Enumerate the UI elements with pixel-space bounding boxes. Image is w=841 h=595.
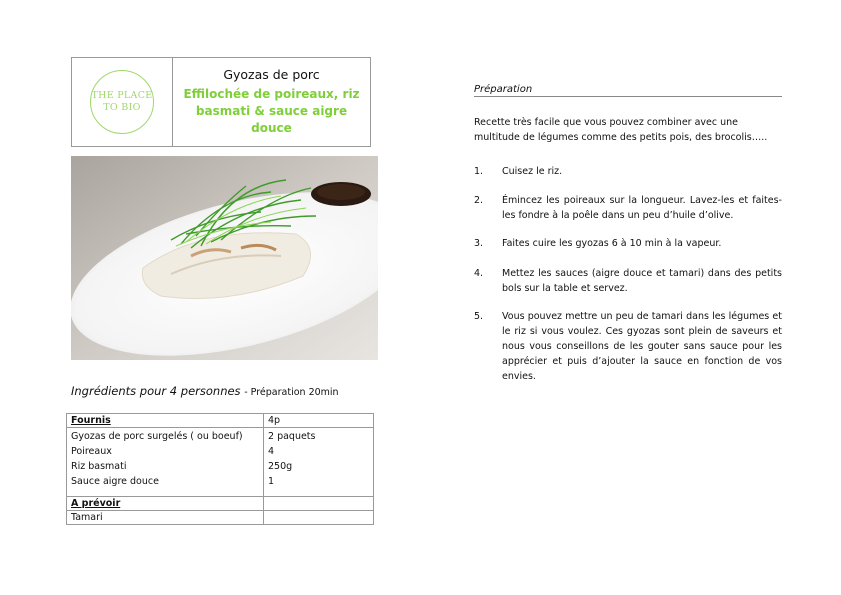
- step-number: 1.: [474, 166, 484, 177]
- logo-line2: TO BIO: [103, 102, 141, 113]
- table-row: [67, 511, 374, 525]
- step-text: Émincez les poireaux sur la longueur. Lavez-les et faites-les fondre à la poêle dans un peu d’huile d’olive.: [502, 195, 782, 221]
- preparation-heading: Préparation: [474, 84, 782, 97]
- recipe-title: Gyozas de porc: [223, 67, 320, 82]
- step-number: 2.: [474, 195, 484, 206]
- brand-logo: [90, 70, 154, 134]
- fournis-label: Fournis: [67, 414, 264, 428]
- table-row: [67, 497, 374, 511]
- subtitle-line1: Effilochée de poireaux, riz: [183, 87, 360, 101]
- ingredient-qty: 2 paquets: [268, 431, 316, 442]
- step-number: 3.: [474, 238, 484, 249]
- dish-illustration: [71, 156, 378, 360]
- portions: 4p: [264, 414, 374, 428]
- step-item: [474, 193, 782, 223]
- ingredient-name: Poireaux: [71, 446, 112, 457]
- step-text: Mettez les sauces (aigre douce et tamari) dans des petits bols sur la table et servez.: [502, 268, 782, 294]
- aprevoir-item-qty: [264, 511, 374, 525]
- ingredient-name: Sauce aigre douce: [71, 476, 159, 487]
- logo-cell: [72, 58, 173, 146]
- preparation-intro: Recette très facile que vous pouvez combiner avec une multitude de légumes comme des petits pois, des brocolis…..: [474, 117, 768, 143]
- step-text: Cuisez le riz.: [502, 166, 563, 177]
- step-item: [474, 266, 782, 296]
- step-text: Faites cuire les gyozas 6 à 10 min à la vapeur.: [502, 238, 722, 249]
- step-item: [474, 236, 782, 251]
- ingredient-qty: 250g: [268, 461, 293, 472]
- step-text: Vous pouvez mettre un peu de tamari dans les légumes et le riz si vous voulez. Ces gyozas sont plein de saveurs et nous vous conseillons de les gouter sans sauce pour les apprécier et puis d’ajouter la sauce en fonction de vos envies.: [502, 311, 782, 382]
- step-item: [474, 164, 782, 179]
- table-row: [67, 414, 374, 428]
- ingredient-qty: 1: [268, 476, 275, 487]
- ingredient-qty: 4: [268, 446, 275, 457]
- ingredient-name: Riz basmati: [71, 461, 127, 472]
- step-number: 4.: [474, 268, 484, 279]
- recipe-subtitle: [179, 86, 364, 137]
- step-item: [474, 309, 782, 384]
- aprevoir-label: A prévoir: [67, 497, 264, 511]
- aprevoir-qty: [264, 497, 374, 511]
- subtitle-line2: basmati & sauce aigre douce: [195, 104, 348, 135]
- ingredient-quantities: [264, 428, 374, 497]
- ingredients-table: [66, 413, 374, 525]
- ingredient-names: [67, 428, 264, 497]
- aprevoir-item: Tamari: [67, 511, 264, 525]
- ingredients-heading: [71, 384, 339, 398]
- dish-photo: [71, 156, 378, 360]
- step-number: 5.: [474, 311, 484, 322]
- table-row: [67, 428, 374, 497]
- recipe-header: [71, 57, 371, 147]
- ingredients-title: Ingrédients pour 4 personnes: [71, 384, 241, 398]
- title-cell: [173, 58, 370, 146]
- logo-line1: THE PLACE: [91, 90, 153, 101]
- ingredient-name: Gyozas de porc surgelés ( ou boeuf): [71, 431, 243, 442]
- prep-time: - Préparation 20min: [244, 387, 339, 398]
